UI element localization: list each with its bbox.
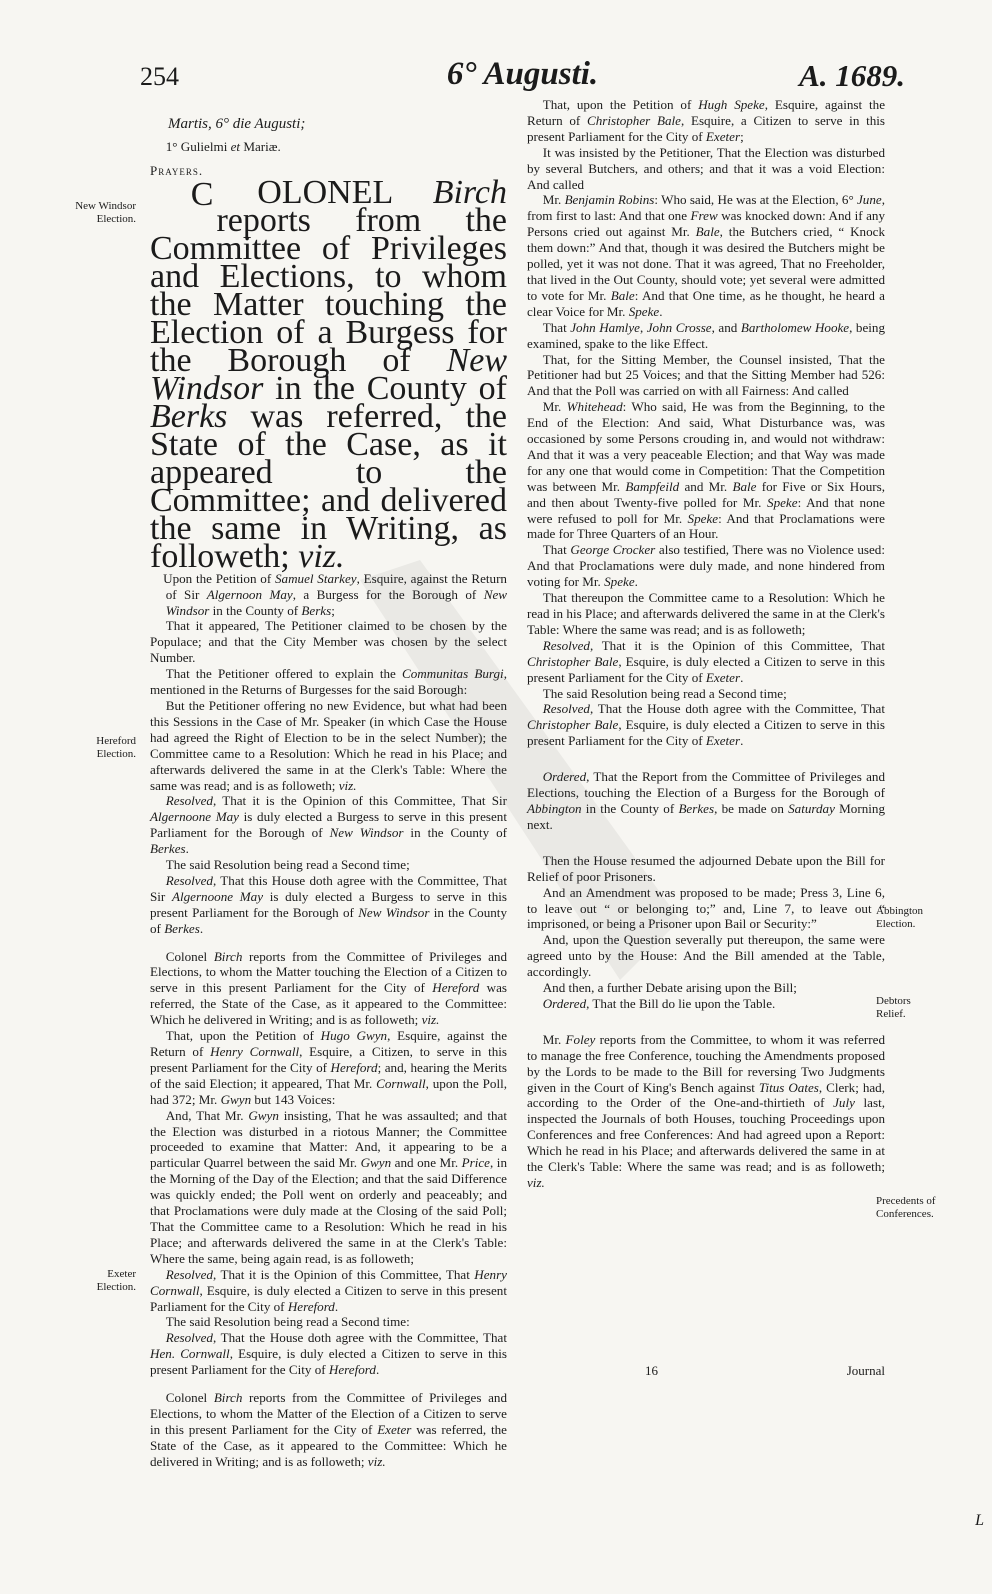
right_column-paragraph xyxy=(527,320,885,352)
text-run: Mariæ. xyxy=(240,138,281,154)
left_column-paragraph xyxy=(150,857,507,873)
right_column-paragraph xyxy=(527,686,885,702)
text-run: Then the House resumed the adjourned Debate upon the Bill for Relief of poor Prisoners. xyxy=(527,852,885,884)
text-run: , upon the Poll, had 372; Mr. xyxy=(150,1075,507,1107)
text-run: : And that One time, as he thought, he heard a clear Voice for Mr. xyxy=(527,287,885,319)
italic-text: John Hamlye xyxy=(570,319,640,335)
italic-text: Bale xyxy=(610,287,635,303)
text-run: reports from the Committee of Privileges and Elections, to whom the Matter of the Election of a Citizen to serve in this present Parliament for the City of xyxy=(150,1390,507,1437)
text-run: , That the Report from the Committee of Privileges and Elections, touching the Election of a Burgess for the Borough of xyxy=(527,769,885,801)
text-run: for Five or Six Hours, and then about Twenty-five polled for Mr. xyxy=(527,478,886,510)
left_column-paragraph xyxy=(150,1314,507,1330)
text-run: That, upon the Petition of xyxy=(542,97,699,112)
text-run: , That it is the Opinion of this Committee, That xyxy=(589,637,885,653)
text-run: , Esquire, is duly elected a Citizen to serve in this present Parliament for the City of xyxy=(150,1346,507,1378)
text-run: That xyxy=(542,542,571,558)
italic-text: Birch xyxy=(213,1390,243,1406)
italic-text: viz. xyxy=(527,1175,545,1190)
italic-text: Birch xyxy=(432,173,507,211)
left_column-paragraph xyxy=(150,1108,507,1267)
text-run: But the Petitioner offering no new Evidence, but what had been this Sessions in the Case of Mr. Speaker (in which Case the House had agreed the Right of Election to be in the select Number); the Committee came to a Resolution: Which he read in his Place; and afterwards delivered the same in at the Clerk's Table: Where the same was read; and is as followeth; xyxy=(150,697,507,793)
right_column-paragraph xyxy=(527,769,885,833)
text-run: , Esquire, is duly elected a Citizen to serve in this present Parliament for the City of xyxy=(527,717,885,749)
running-title: 6° Augusti. xyxy=(446,56,599,92)
margin-note-debtors: Debtors Relief. xyxy=(876,995,911,1020)
italic-text: Hen. Cornwall xyxy=(150,1346,230,1362)
text-run: ; xyxy=(331,602,335,618)
text-run: , mentioned in the Returns of Burgesses for the said Borough: xyxy=(150,666,507,698)
text-run: Prayers. xyxy=(150,162,204,178)
text-run: insisting, That he was assaulted; and that the Election was disturbed in a riotous Manner; the Committee proceeded to examine that Matter: And, it appearing to be a particular Quarrel between the said Mr. xyxy=(150,1107,507,1171)
left_column-paragraph xyxy=(150,618,507,666)
italic-text: viz. xyxy=(367,1453,386,1469)
italic-text: Resolved xyxy=(165,793,213,809)
text-run: reports from the Committee of Privileges and Elections, to whom the Matter touching the Election of a Burgess for the Borough of xyxy=(150,201,507,379)
italic-text: Price xyxy=(461,1155,490,1171)
italic-text: Saturday xyxy=(788,800,835,816)
left_column-paragraph xyxy=(150,1028,507,1108)
text-run: , and xyxy=(711,319,741,335)
italic-text: Henry Cornwall xyxy=(150,1266,507,1298)
text-run: in the County of xyxy=(209,602,302,618)
text-run: OLONEL xyxy=(257,173,433,211)
italic-text: Resolved xyxy=(165,872,213,888)
italic-text: Titus Oates xyxy=(758,1079,819,1095)
italic-text: Ordered xyxy=(542,995,587,1011)
italic-text: Hereford xyxy=(330,1059,378,1075)
left_column-paragraph xyxy=(150,793,507,857)
text-run: , Esquire, is duly elected a Citizen to serve in this present Parliament for the City of xyxy=(527,653,885,685)
text-run: and one Mr. xyxy=(391,1155,462,1171)
drop-capital: C xyxy=(190,175,214,213)
left-column xyxy=(150,117,507,1470)
text-run: : Who said, He was at the Election, 6° xyxy=(654,192,857,208)
italic-text: Hugh Speke xyxy=(698,97,765,112)
left_column-paragraph xyxy=(150,698,507,793)
italic-text: Hereford xyxy=(287,1298,335,1314)
left_column-paragraph xyxy=(150,1330,507,1378)
margin-note-abbington: Abbington Election. xyxy=(876,905,924,930)
text-run: . xyxy=(375,1362,380,1378)
text-run: , Esquire, against the Return of Sir xyxy=(165,570,507,602)
text-run: . xyxy=(740,669,744,685)
text-run: , That it is the Opinion of this Committee, That xyxy=(212,1266,475,1282)
italic-text: Exeter xyxy=(705,733,741,749)
right_column-paragraph xyxy=(527,542,885,590)
text-run: Colonel xyxy=(165,1390,214,1406)
italic-text: Hereford xyxy=(432,980,480,996)
italic-text: Exeter xyxy=(705,669,741,685)
text-run: 1° Gulielmi xyxy=(165,138,231,154)
text-run: was referred, the State of the Case, as it appeared to the Committee: Which he delivered in Writing; and is as followeth; xyxy=(150,980,508,1028)
text-run: is duly elected a Burgess to serve in this present Parliament for the Borough of xyxy=(150,809,507,841)
italic-text: Resolved xyxy=(165,1330,213,1346)
margin-note-new-windsor: New Windsor Election. xyxy=(75,200,136,225)
text-run: . xyxy=(659,303,663,319)
left_column-paragraph xyxy=(150,1390,507,1470)
italic-text: Bampfeild xyxy=(625,478,680,494)
text-run: That the Petitioner offered to explain the xyxy=(165,666,402,682)
right_column-paragraph xyxy=(527,885,885,933)
text-run: was referred, the State of the Case, as it appeared to the Committee: Which he delivered in Writing; and is as followeth; xyxy=(150,1421,507,1469)
italic-text: John Crosse xyxy=(646,319,712,335)
right_column-paragraph xyxy=(527,853,885,885)
text-run: And, That Mr. xyxy=(165,1107,249,1123)
text-run: , from first to last: And that one xyxy=(527,192,885,224)
italic-text: Hereford xyxy=(328,1362,376,1378)
italic-text: Berks xyxy=(150,397,228,435)
italic-text: Ordered xyxy=(542,769,587,785)
text-run: And, upon the Question severally put thereupon, the same were agreed unto by the House: And the Bill amended at the Table, accordingly. xyxy=(527,932,885,980)
text-run: ; and, hearing the Merits of the said Election; it appeared, That Mr. xyxy=(150,1059,507,1091)
italic-text: Speke xyxy=(604,574,635,590)
italic-text: Exeter xyxy=(377,1421,412,1437)
right_column-paragraph xyxy=(527,352,885,400)
right_column-paragraph xyxy=(527,97,885,145)
text-run: It was insisted by the Petitioner, That the Election was disturbed by several Butchers, and others; and that it was a void Election: And called xyxy=(527,144,885,192)
right_column-paragraph xyxy=(527,399,885,542)
text-run: That xyxy=(542,319,571,335)
right_column-paragraph xyxy=(527,701,885,749)
text-run: . xyxy=(185,841,189,857)
text-run: reports from the Committee, to whom it was referred to manage the free Conference, touching the Amendments proposed by the Lords to be made to the Bill for reversing Two Judgments given in the Court of King's Bench against xyxy=(527,1031,885,1095)
italic-text: Christopher Bale xyxy=(527,653,619,669)
text-run: , in the Morning of the Day of the Election; and that the said Difference was quickly ended; the Poll went on orderly and peaceably; and that Proclamations were duly made at the Closing of the said Poll; That the Committee came to a Resolution: Which he read in his Place; and afterwards delivered the same in at the Clerk's Table: Where the same, being again read, is as followeth; xyxy=(150,1155,507,1266)
text-run: That thereupon the Committee came to a Resolution: Which he read in his Place; and afterwards delivered the same in at the Clerk's Table: Where the same was read; and is as followeth; xyxy=(527,590,885,637)
italic-text: Resolved xyxy=(165,1266,213,1282)
left_column-paragraph xyxy=(150,117,507,133)
italic-text: et xyxy=(230,138,241,154)
italic-text: Communitas Burgi xyxy=(402,666,504,682)
text-run: And an Amendment was proposed to be made; Press 3, Line 6, to leave out “ or belonging to;” and, Line 7, to leave out “ imprisoned, or being a Prisoner upon Bail or Security:” xyxy=(527,884,885,932)
italic-text: Christopher Bale xyxy=(527,717,619,733)
italic-text: Bartholomew Hooke xyxy=(740,319,850,335)
text-run: The said Resolution being read a Second time; xyxy=(542,685,787,701)
left_column-paragraph xyxy=(150,1267,507,1315)
text-run: Upon the Petition of xyxy=(163,570,275,586)
italic-text: Berks xyxy=(301,602,332,618)
italic-text: Abbington xyxy=(527,800,582,816)
text-run: , a Burgess for the Borough of xyxy=(292,586,484,602)
text-run: was knocked down: And if any Persons cried out against Mr. xyxy=(527,208,885,240)
left_column-paragraph xyxy=(150,949,507,1029)
text-run: was referred, the State of the Case, as it appeared to the Committee; and delivered the same in Writing, as followeth; xyxy=(150,397,507,575)
italic-text: Berkes xyxy=(150,841,186,857)
italic-text: Speke xyxy=(767,494,798,510)
text-run: , Esquire, a Citizen, to serve in this present Parliament for the City of xyxy=(150,1044,507,1075)
text-run: , Esquire, against the Return of xyxy=(150,1028,508,1059)
italic-text: June xyxy=(857,192,882,208)
text-run: , That this House doth agree with the Committee, That Sir xyxy=(150,872,507,904)
italic-text: Whitehead xyxy=(566,399,623,415)
italic-text: viz. xyxy=(298,537,345,575)
left_column-paragraph xyxy=(150,666,507,698)
text-run: in the County of xyxy=(581,800,679,816)
italic-text: Speke xyxy=(628,303,660,319)
italic-text: Martis, 6° die Augusti; xyxy=(168,116,306,132)
right-column xyxy=(527,97,885,1191)
italic-text: Gwyn xyxy=(360,1155,392,1171)
italic-text: Resolved xyxy=(542,701,590,717)
left_column-paragraph xyxy=(150,173,507,575)
text-run: : Who said, He was from the Beginning, to the End of the Election: And said, What Disturbance was, was occasioned by some Persons crouding in, and would not withdraw: And that it was a very peaceable Election; and that Way was made for any one that would come in Competition: That the Competition was between Mr. xyxy=(527,399,885,494)
text-run: . xyxy=(334,1298,339,1314)
text-run: , be made on xyxy=(714,800,789,816)
text-run: in the County of xyxy=(263,369,507,407)
italic-text: Henry Cornwall xyxy=(210,1044,300,1059)
italic-text: Frew xyxy=(690,208,718,224)
margin-note-exeter: Exeter Election. xyxy=(96,1268,136,1293)
italic-text: Hugo Gwyn xyxy=(320,1028,388,1044)
text-run: Mr. xyxy=(542,192,565,208)
italic-text: George Crocker xyxy=(570,542,656,558)
text-run: , That it is the Opinion of this Committee, That Sir xyxy=(212,793,507,809)
text-run: That, for the Sitting Member, the Counsel insisted, That the Petitioner had but 25 Voices; and that the Sitting Member had 526: And that the Poll was carried on with all Fairness: And called xyxy=(527,351,885,399)
page-header xyxy=(140,56,905,96)
right_column-paragraph xyxy=(527,980,885,996)
text-run: Morning next. xyxy=(527,800,885,832)
text-run: The said Resolution being read a Second time: xyxy=(165,1314,410,1330)
text-run: : And that none were refused to poll for Mr. xyxy=(527,494,885,526)
left_column-paragraph xyxy=(150,139,507,155)
italic-text: Cornwall xyxy=(376,1075,426,1091)
text-run: , That the House doth agree with the Committee, That xyxy=(212,1330,507,1346)
text-run: Mr. xyxy=(542,1031,566,1047)
italic-text: New Windsor xyxy=(165,586,507,618)
text-run: That it appeared, The Petitioner claimed to be chosen by the Populace; and that the City Member was chosen by the select Number. xyxy=(150,618,507,666)
text-run: : And that Proclamations were made for Three Quarters of an Hour. xyxy=(527,510,885,542)
italic-text: Resolved xyxy=(542,637,590,653)
text-run: . xyxy=(740,733,744,749)
text-run: last, inspected the Journals of both Houses, touching Proceedings upon Conferences and free Conferences: And had agreed upon a Report: Which he read in his Place; and afterwards delivered the same in at the Clerk's Table: Where the same was read; and is as followeth; xyxy=(527,1095,885,1175)
page-number: 254 xyxy=(140,62,179,91)
text-run: ; xyxy=(740,128,744,144)
italic-text: Berkes xyxy=(678,800,715,816)
text-run: , Clerk; had, according to the Order of the One-and-thirtieth of xyxy=(527,1079,885,1111)
text-run: , Esquire, is duly elected a Citizen to serve in this present Parliament for the City of xyxy=(150,1282,507,1314)
text-run: The said Resolution being read a Second time; xyxy=(165,857,410,873)
italic-text: viz. xyxy=(421,1012,440,1028)
text-run: That, upon the Petition of xyxy=(165,1028,321,1044)
text-run: , Esquire, against the Return of xyxy=(527,97,886,128)
italic-text: New Windsor xyxy=(329,825,404,841)
edge-mark: L xyxy=(975,1512,984,1529)
text-run: reports from the Committee of Privileges and Elections, to whom the Matter touching the Election of a Citizen to serve in this present Parliament for the City of xyxy=(150,948,507,996)
text-run: . xyxy=(199,920,204,936)
text-run: is duly elected a Burgess to serve in this present Parliament for the Borough of xyxy=(150,888,507,920)
right_column-paragraph xyxy=(527,996,885,1012)
margin-note-hereford: Hereford Election. xyxy=(96,735,136,760)
text-run: and Mr. xyxy=(679,478,733,494)
text-run: , the Butchers cried, “ Knock them down:” And that, though it was desired the Butchers might be polled, yet it was not done. That it was agreed, That no Freeholder, that lived in the Out County, should vote; yet several were admitted to vote for Mr. xyxy=(527,224,885,303)
italic-text: Algernoone May xyxy=(171,888,264,904)
text-run: And then, a further Debate arising upon the Bill; xyxy=(542,980,797,996)
italic-text: viz. xyxy=(338,777,357,793)
catchword: Journal xyxy=(846,1363,885,1378)
left_column-paragraph xyxy=(150,873,507,937)
italic-text: Algernoone May xyxy=(150,809,239,825)
right_column-paragraph xyxy=(527,932,885,980)
text-run: , That the Bill do lie upon the Table. xyxy=(586,995,776,1011)
signature-mark: 16 xyxy=(645,1363,658,1378)
text-run: . xyxy=(634,574,638,590)
italic-text: Foley xyxy=(565,1031,596,1047)
italic-text: Gwyn xyxy=(220,1091,252,1107)
right_column-paragraph xyxy=(527,590,885,638)
italic-text: Christopher Bale xyxy=(586,112,681,128)
italic-text: Gwyn xyxy=(248,1107,279,1123)
text-run: , being examined, spake to the like Effect. xyxy=(527,319,886,351)
italic-text: Algernoon May xyxy=(206,586,293,602)
italic-text: Benjamin Robins xyxy=(564,192,655,208)
italic-text: Bale xyxy=(732,478,757,494)
italic-text: July xyxy=(833,1095,855,1111)
italic-text: Speke xyxy=(687,510,719,526)
italic-text: New Windsor xyxy=(150,341,507,407)
text-run: , That the House doth agree with the Committee, That xyxy=(589,701,885,717)
italic-text: Berkes xyxy=(164,920,200,936)
italic-text: New Windsor xyxy=(358,904,430,920)
text-run: also testified, There was no Violence used: And that Proclamations were duly made, and none hindered from voting for Mr. xyxy=(527,542,885,590)
text-run: , xyxy=(639,319,647,335)
text-run: Colonel xyxy=(165,948,214,964)
italic-text: Samuel Starkey xyxy=(274,570,357,586)
right_column-paragraph xyxy=(527,1032,885,1191)
italic-text: Exeter xyxy=(705,128,741,144)
italic-text: Birch xyxy=(213,948,243,964)
text-run: , Esquire, a Citizen to serve in this present Parliament for the City of xyxy=(527,112,885,144)
text-run: in the County of xyxy=(150,904,507,936)
right_column-paragraph xyxy=(527,145,885,193)
text-run: Mr. xyxy=(542,399,567,415)
text-run: in the County of xyxy=(403,825,507,841)
right_column-paragraph xyxy=(527,638,885,686)
text-run: but 143 Voices: xyxy=(251,1091,336,1107)
italic-text: Bale xyxy=(695,224,720,240)
year-heading: A. 1689. xyxy=(799,58,905,93)
margin-note-precedents: Precedents of Conferences. xyxy=(876,1195,936,1220)
right_column-paragraph xyxy=(527,192,885,319)
